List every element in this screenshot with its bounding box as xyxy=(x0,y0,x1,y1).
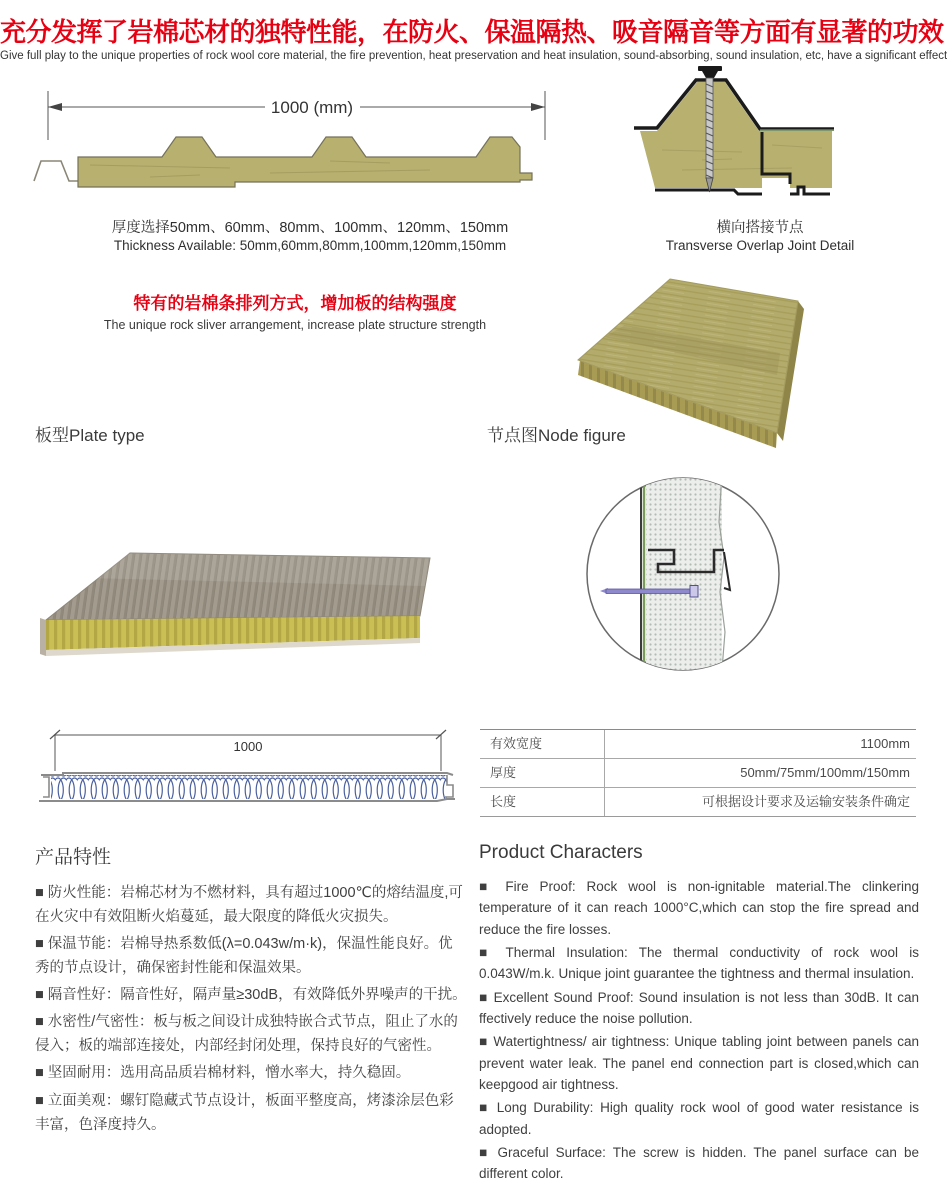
features-en-list xyxy=(479,876,919,1185)
plate-type-panel-3d xyxy=(30,478,470,693)
section-heading-plate-type: 板型Plate type xyxy=(35,426,145,445)
page-title: 充分发挥了岩棉芯材的独特性能，在防火、保温隔热、吸音隔音等方面有显著的功效 xyxy=(0,17,944,47)
overlap-joint-caption xyxy=(620,219,900,255)
dimension-label-1000mm: 1000 (mm) xyxy=(270,98,354,117)
spec-table xyxy=(480,729,916,817)
feature-item: ■ 隔音性好：隔音性好，隔声量≥30dB，有效降低外界噪声的干扰。 xyxy=(35,987,467,1004)
spec-value-thickness: 50mm/75mm/100mm/150mm xyxy=(740,765,910,780)
rock-wool-block-drawing xyxy=(565,265,920,445)
thickness-caption-en: Thickness Available: 50mm,60mm,80mm,100mm,120mm,150mm xyxy=(113,238,507,254)
thickness-caption-cn: 厚度选择50mm、60mm、80mm、100mm、120mm、150mm xyxy=(111,220,509,236)
node-figure-drawing xyxy=(578,462,793,697)
feature-item: ■ 防火性能：岩棉芯材为不燃材料，具有超过1000℃的熔结温度,可在火灾中有效阻断火焰蔓延，最大限度的降低火灾损失。 xyxy=(35,885,463,926)
feature-item: ■ Thermal Insulation: The thermal conductivity of rock wool is 0.043W/m.k. Unique joint guarantee the tightness and thermal insulation. xyxy=(479,944,919,982)
joint-caption-cn: 横向搭接节点 xyxy=(716,220,804,236)
overlap-joint-drawing xyxy=(622,60,902,212)
joint-caption-en: Transverse Overlap Joint Detail xyxy=(665,238,855,254)
table-row xyxy=(480,730,916,759)
spec-label-width: 有效宽度 xyxy=(480,730,605,758)
feature-item: ■ 保温节能：岩棉导热系数低(λ=0.043w/m·k)，保温性能良好。优秀的节点设计，确保密封性能和保温效果。 xyxy=(35,936,453,977)
product-features-cn xyxy=(35,842,467,1140)
structure-note xyxy=(70,294,520,332)
spec-value-length: 可根据设计要求及运输安装条件确定 xyxy=(701,794,910,809)
overlap-joint-figure xyxy=(622,60,902,212)
feature-item: ■ Excellent Sound Proof: Sound insulation is not less than 30dB. It can ffectively reduce the noise pollution. xyxy=(479,989,919,1026)
rock-wool-block-3d xyxy=(565,265,920,445)
roof-panel-cross-section xyxy=(30,85,595,220)
page-subtitle: Give full play to the unique properties of rock wool core material, the fire prevention, heat preservation and heat insulation, sound-absorbing, sound insulation, etc, have a significant effect xyxy=(0,50,947,62)
feature-item: ■ Fire Proof: Rock wool is non-ignitable material.The clinkering temperature of it can reach 1000°C,which can stop the fire spread and reduce the fire losses. xyxy=(479,879,919,937)
feature-item: ■ 坚固耐用：选用高品质岩棉材料，憎水率大，持久稳固。 xyxy=(35,1065,411,1082)
spec-value-width: 1100mm xyxy=(860,736,910,751)
table-row xyxy=(480,759,916,788)
roof-panel-caption xyxy=(60,219,560,255)
structure-note-cn: 特有的岩棉条排列方式，增加板的结构强度 xyxy=(133,294,457,313)
roof-panel-drawing xyxy=(30,85,595,220)
wall-panel-drawing xyxy=(33,725,463,807)
structure-note-en: The unique rock sliver arrangement, increase plate structure strength xyxy=(103,318,487,333)
feature-item: ■ 水密性/气密性：板与板之间设计成独特嵌合式节点，阻止了水的侵入；板的端部连接处，内部经封闭处理，保持良好的气密性。 xyxy=(35,1014,458,1055)
node-figure-detail xyxy=(578,462,793,697)
feature-item: ■ Watertightness/ air tightness: Unique tabling joint between panels can prevent water leak. The panel end connection part is closed,which can keepgood air tightness. xyxy=(479,1034,919,1092)
product-features-en xyxy=(479,842,919,1187)
features-en-heading: Product Characters xyxy=(479,842,643,863)
plate-type-drawing xyxy=(30,478,470,693)
spec-label-thickness: 厚度 xyxy=(480,759,605,787)
table-row xyxy=(480,788,916,816)
features-cn-heading: 产品特性 xyxy=(35,847,112,868)
spec-label-length: 长度 xyxy=(480,788,605,816)
wall-panel-cross-section xyxy=(33,725,463,807)
feature-item: ■ Long Durability: High quality rock wool of good water resistance is adopted. xyxy=(479,1100,919,1137)
feature-item: ■ Graceful Surface: The screw is hidden. The panel surface can be different color. xyxy=(479,1144,919,1182)
feature-item: ■ 立面美观：螺钉隐藏式节点设计，板面平整度高，烤漆涂层色彩丰富，色泽度持久。 xyxy=(35,1092,454,1133)
features-cn-list xyxy=(35,881,467,1137)
section-heading-node-figure: 节点图Node figure xyxy=(487,426,626,445)
dimension-label-1000: 1000 xyxy=(233,739,263,754)
